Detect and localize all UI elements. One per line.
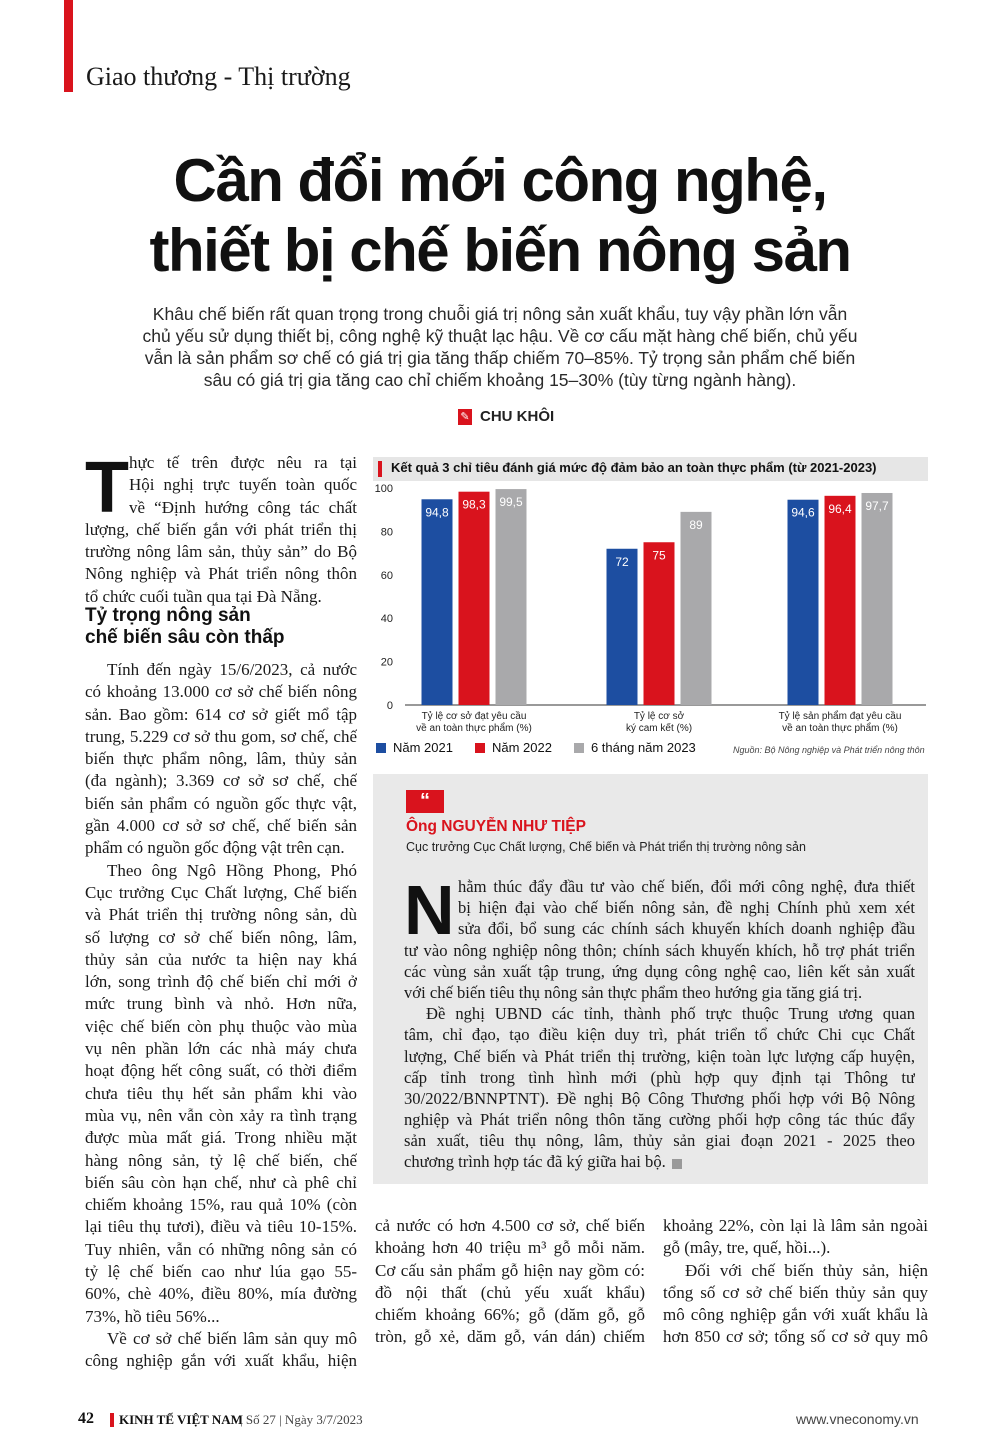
headline-line-2: thiết bị chế biến nông sản [149,217,851,284]
text-line: sản xuất, tiêu thụ nông, lâm, thủy sản giai đoạn 2021 - 2025 theo [404,1131,915,1151]
text-line: Nông nghiệp và Phát triển nông thôn [85,564,357,584]
data-label: 72 [615,554,629,569]
text-line: đồ nội thất (chủ yếu xuất khẩu) [375,1282,645,1302]
y-tick-label: 0 [386,700,393,712]
text-line: hàng nông sản, tỷ lệ chế biến, chế [85,1150,357,1170]
bar-3-2 [681,512,712,705]
text-line: về “Định hướng công tác chất [129,497,357,517]
bar-3-3 [862,493,893,705]
text-line: 73%, hồ tiêu 56%... [85,1306,220,1326]
category-label: ký cam kết (%) [625,723,693,734]
quote-speaker-role: Cục trưởng Cục Chất lượng, Chế biến và Phát triển thị trường nông sản [406,840,806,854]
text-line: vụ nên phần lớn các nhà máy chưa [85,1039,357,1059]
legend-item-2021 [376,740,453,755]
text-line: chiếm khoảng 66%; gỗ (dăm gỗ, gỗ [375,1305,645,1325]
chart-title-accent [378,461,382,477]
bar-2-1 [459,492,490,705]
text-line: mô công nghiệp gắn với xuất khẩu là [663,1305,928,1325]
text-line: hoạt động hết công suất, có thời điểm [85,1061,357,1081]
intro-paragraph [85,448,357,608]
text-line: chưa tiêu thụ hết sản phẩm khi vào [85,1083,357,1103]
text-line: cả nước có hơn 4.500 cơ sở, chế biến [375,1216,645,1235]
legend-label: Năm 2022 [491,740,552,755]
lead-line: chủ yếu sử dụng thiết bị, công nghệ kỹ thuật lạc hậu. Về cơ cấu mặt hàng chế biến, chủ yếu [142,326,858,346]
category-label: Tỷ lệ cơ sở [633,711,685,722]
text-line: thủy sản của nước ta hiện nay khá [85,949,357,969]
text-line: tâm, chỉ đạo, tạo điều kiện duy trì, phát triển tổ chức Chi cục Chất [404,1025,915,1045]
category-label: về an toàn thực phẩm (%) [416,723,532,734]
data-label: 94,8 [425,505,449,520]
bar-1-2 [607,549,638,705]
subheading [85,605,285,649]
text-line: chiếm khoảng 15%, rau quả 10% (còn [85,1195,357,1215]
issue-info: | Số 27 | Ngày 3/7/2023 [240,1412,363,1427]
text-line: lượng, Chế biến và Phát triển thị trường, kiện toàn lực lượng cấp huyện, [404,1046,915,1066]
footer-accent-bar [110,1413,114,1427]
chart-title: Kết quả 3 chỉ tiêu đánh giá mức độ đảm bảo an toàn thực phẩm (từ 2021-2023) [391,460,877,475]
body-left-column [85,659,357,1373]
text-line: Cơ cấu sản phẩm gỗ hiện nay gồm có: [375,1260,645,1280]
data-label: 96,4 [828,501,852,516]
text-line: (đa ngành); 3.369 cơ sở sơ chế, chế [85,771,357,791]
text-line: các vùng sản xuất tập trung, ứng dụng công nghệ cao, liên kết sản xuất [404,961,915,981]
text-line: hằm thúc đẩy đầu tư vào chế biến, đổi mới công nghệ, đưa thiết [458,877,915,896]
text-line: Tính đến ngày 15/6/2023, cả nước [107,660,357,679]
author-name: CHU KHÔI [480,408,555,425]
lead-line: Khâu chế biến rất quan trọng trong chuỗi giá trị nông sản xuất khẩu, tuy vậy phần lớn vẫn [152,304,848,324]
chart-legend [376,740,718,755]
legend-item-2023 [574,740,696,755]
section-label: Giao thương - Thị trường [86,62,351,91]
text-line: tròn, gỗ xẻ, dăm gỗ, ván dán) chiếm [375,1327,645,1347]
text-line: Đối với chế biến thủy sản, hiện [685,1260,928,1280]
pen-icon: ✎ [458,409,472,425]
bar-chart [373,480,928,740]
text-line: 60%, chè 40%, điều 80%, mía đường [85,1284,357,1304]
text-line: công nghiệp gắn với xuất khẩu, hiện [85,1351,357,1371]
data-label: 94,6 [791,505,815,520]
category-label: Tỷ lệ cơ sở đạt yêu cầu [421,711,527,722]
dropcap: N [404,871,455,949]
quote-speaker-name: Ông NGUYỄN NHƯ TIỆP [406,818,586,835]
y-tick-label: 60 [380,569,393,582]
page-number: 42 [78,1410,94,1427]
end-mark-icon [672,1159,682,1169]
text-line: việc chế biến còn phụ thuộc vào mùa [85,1016,357,1036]
text-line: tỷ lệ chế biến cao như lúa gạo 55- [85,1262,357,1282]
legend-swatch [574,743,584,753]
quote-icon: “ [406,790,444,813]
text-line: mùa vụ, nên vẫn còn xảy ra tình trạng [85,1105,357,1125]
legend-label: Năm 2021 [393,740,453,755]
text-line: gần 4.000 cơ sở sơ chế, chế biến sản [85,816,357,836]
text-line: và Phát triển thị trường nông sản, dù [85,905,357,925]
text-line: khoảng hơn 40 triệu m³ gỗ mỗi năm. [375,1238,645,1258]
data-label: 89 [689,517,703,532]
lead-line: sâu có giá trị gia tăng cao chỉ chiếm khoảng 15–30% (tùy từng ngành hàng). [203,370,797,390]
text-line: phẩm có nguồn gốc động vật trên cạn. [85,838,345,858]
headline-line-1: Cần đổi mới công nghệ, [173,147,827,214]
text-line: Theo ông Ngô Hồng Phong, Phó [107,860,357,880]
bar-2-2 [644,542,675,705]
text-line: tư vào nông nghiệp nông thôn; chính sách khuyến khích, hỗ trợ phát triển [404,940,915,960]
chart-source: Nguồn: Bộ Nông nghiệp và Phát triển nông thôn [733,745,925,755]
text-line: hực tế trên được nêu ra tại [129,453,357,472]
text-line: số lượng cơ sở chế biến nông, lâm, [85,927,357,947]
bar-2-3 [825,496,856,705]
body-middle-column [375,1215,645,1349]
headline [50,146,950,286]
data-label: 97,7 [865,498,889,513]
text-line: nghiệp và Phát triển nông thôn tăng cường phối hợp công tác thúc đẩy [404,1110,915,1130]
y-tick-label: 100 [374,483,393,495]
legend-swatch [376,743,386,753]
text-line: Cục trưởng Cục Chất lượng, Chế biến [85,882,357,902]
text-line: biến thực phẩm nông, lâm, thủy sản [85,749,357,769]
text-line: lại tiêu thụ tươi), điều và tiêu 10-15%. [85,1217,357,1237]
text-line: Tuy nhiên, vẫn có những nông sản có [85,1239,357,1259]
text-line: trường nông lâm sản, thủy sản” do Bộ [85,542,357,562]
category-label: về an toàn thực phẩm (%) [782,723,898,734]
subheading-line: chế biến sâu còn thấp [85,627,285,648]
lead-paragraph [140,303,860,391]
legend-swatch [475,743,485,753]
bar-1-1 [422,499,453,705]
data-label: 75 [652,548,666,563]
text-line: biến sâu còn hạn chế, như cà phê chỉ [85,1172,357,1192]
text-line: gỗ (mây, tre, quế, hồi...). [663,1238,831,1258]
bar-1-3 [788,500,819,705]
text-line: được mùa mất giá. Trong nhiều mặt [85,1128,357,1148]
text-line [404,1151,915,1172]
category-label: Tỷ lệ sản phẩm đạt yêu cầu [778,711,902,722]
y-tick-label: 40 [380,613,393,626]
text-line: khoảng 22%, còn lại là lâm sản ngoài [663,1216,928,1235]
website-url: www.vneconomy.vn [796,1411,919,1427]
data-label: 99,5 [499,495,523,510]
text-line: với chế biến tiêu thụ nông sản thực phẩm theo hướng gia tăng giá trị. [404,982,863,1002]
bar-3-1 [496,489,527,705]
y-tick-label: 20 [380,656,393,669]
text-line: Hội nghị trực tuyến toàn quốc [129,475,357,495]
text-line: 30/2022/BNNPTNT). Đề nghị Bộ Công Thương phối hợp với Bộ Nông [404,1088,915,1108]
data-label: 98,3 [462,497,486,512]
text-line: cấp tỉnh trong tình hình mới (phù hợp quy định tại Thông tư [404,1067,915,1087]
text-line: bị hiện đại vào chế biến nông sản, đề nghị Chính phủ xem xét [458,898,915,918]
text-line: Về cơ sở chế biến lâm sản quy mô [107,1328,357,1348]
section-accent-bar [64,0,73,92]
lead-line: vẫn là sản phẩm sơ chế có giá trị gia tăng thấp chiếm 70–85%. Tỷ trọng sản phẩm chế biến [144,348,856,368]
byline [458,408,554,425]
text-line: có khoảng 13.000 cơ sở chế biến nông [85,682,357,702]
text-line: biến sản phẩm có nguồn gốc thực vật, [85,793,357,813]
text-line: tổng số cơ sở chế biến thủy sản quy [663,1282,928,1302]
magazine-name: KINH TẾ VIỆT NAM [119,1412,243,1427]
text-line: tổ chức cuối tuần qua tại Đà Nẵng. [85,586,322,606]
subheading-line: Tỷ trọng nông sản [85,605,251,626]
text-line: Đề nghị UBND các tỉnh, thành phố trực thuộc Trung ương quan [426,1004,915,1024]
text-line: hơn 850 cơ sở; tổng số cơ sở quy mô [663,1327,928,1347]
body-right-column [663,1215,928,1349]
text-line: mức trung bình và nhỏ. Hơn nữa, [85,994,357,1014]
quote-text [404,871,915,1173]
text-line-content: chương trình hợp tác đã ký giữa hai bộ. [404,1152,666,1172]
legend-item-2022 [475,740,552,755]
text-line: sản. Bao gồm: 614 cơ sở giết mổ tập [85,704,357,724]
text-line: lượng, chế biến gắn với phát triển thị [85,519,357,539]
text-line: lớn, song trình độ chế biến chỉ mới ở [85,972,357,992]
y-tick-label: 80 [380,526,393,539]
text-line: sửa đổi, bổ sung các chính sách khuyến khích doanh nghiệp đầu [458,919,915,939]
legend-label: 6 tháng năm 2023 [590,740,696,755]
text-line: trung, 5.229 cơ sở thu gom, sơ chế, chế [85,726,357,746]
dropcap: T [85,448,129,528]
